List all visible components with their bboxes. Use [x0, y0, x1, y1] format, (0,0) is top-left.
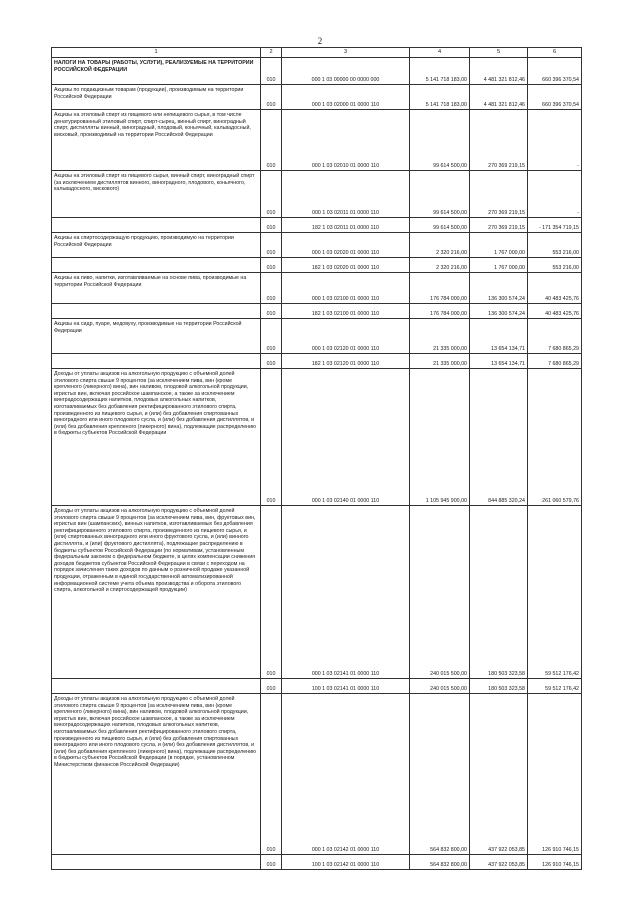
row-approved-amount: 1 105 945 900,00 [410, 369, 470, 506]
row-remaining-amount: 261 060 579,76 [528, 369, 582, 506]
row-line-code: 010 [261, 319, 282, 354]
row-description: Акцизы на спиртосодержащую продукцию, производимую на территории Российской Федерации [52, 233, 261, 258]
row-approved-amount: 5 141 718 183,00 [410, 85, 470, 110]
row-budget-code: 100 1 03 02142 01 0000 110 [282, 855, 410, 870]
row-executed-amount: 844 885 320,24 [470, 369, 528, 506]
table-row [52, 304, 582, 319]
table-row [52, 506, 582, 679]
header-cell: 3 [282, 48, 410, 58]
row-remaining-amount: - [528, 171, 582, 218]
table-row [52, 369, 582, 506]
row-budget-code: 000 1 03 02000 01 0000 110 [282, 85, 410, 110]
row-description: Акцизы на этиловый спирт из пищевого сырья, винный спирт, виноградный спирт (за исключением дистиллятов винного, виноградного, плодового, коньячного, кальвадосного, вискового) [52, 171, 261, 218]
row-line-code: 010 [261, 679, 282, 694]
row-remaining-amount: - [528, 110, 582, 171]
row-budget-code: 000 1 03 02020 01 0000 110 [282, 233, 410, 258]
row-approved-amount: 2 320 216,00 [410, 233, 470, 258]
row-line-code: 010 [261, 58, 282, 85]
row-line-code: 010 [261, 218, 282, 233]
row-line-code: 010 [261, 85, 282, 110]
row-approved-amount: 564 832 800,00 [410, 694, 470, 855]
table-row [52, 679, 582, 694]
row-executed-amount: 270 369 219,15 [470, 171, 528, 218]
table-row [52, 110, 582, 171]
row-remaining-amount: 553 216,00 [528, 258, 582, 273]
row-description: НАЛОГИ НА ТОВАРЫ (РАБОТЫ, УСЛУГИ), РЕАЛИЗУЕМЫЕ НА ТЕРРИТОРИИ РОССИЙСКОЙ ФЕДЕРАЦИИ [52, 58, 261, 85]
row-approved-amount: 21 335 000,00 [410, 354, 470, 369]
row-approved-amount: 5 141 718 183,00 [410, 58, 470, 85]
row-budget-code: 100 1 03 02141 01 0000 110 [282, 679, 410, 694]
row-executed-amount: 13 654 134,71 [470, 354, 528, 369]
row-executed-amount: 270 369 219,15 [470, 218, 528, 233]
row-description: Доходы от уплаты акцизов на алкогольную продукцию с объемной долей этилового спирта свыше 9 процентов (за исключением пива, вин (кроме крепленого (ликерного) вина), вин наливом, плодовой алкогольной продукции, игристых вин, включая российское шампанское, а также за исключением винградосодержащих напитков, плодовых алкогольных напитков, изготавливаемых без добавления ректифицированного этилового спирта, произведенного из пищевого сырья, и (или) без добавления спиртованных виноградного или иного плодового сусла, и (или) без добавления дистиллятов, и (или) без добавления крепленого (ликерного) вина), подлежащие распределению в бюджеты субъектов Российской Федерации [52, 369, 261, 506]
row-budget-code: 000 1 03 02140 01 0000 110 [282, 369, 410, 506]
row-line-code: 010 [261, 694, 282, 855]
header-row [52, 48, 582, 58]
row-budget-code: 000 1 03 02010 01 0000 110 [282, 110, 410, 171]
row-executed-amount: 1 767 000,00 [470, 258, 528, 273]
row-approved-amount: 21 335 000,00 [410, 319, 470, 354]
row-remaining-amount: 553 216,00 [528, 233, 582, 258]
row-budget-code: 000 1 03 02141 01 0000 110 [282, 506, 410, 679]
row-description: Доходы от уплаты акцизов на алкогольную продукцию с объемной долей этилового спирта свыше 9 процентов (за исключением пива, вин, фруктовых вин, игристых вин (шампанских), винных напитков, изготавливаемых без добавления ректифицированного этилового спирта, произведенного из пищевого сырья, и (или) спиртованных виноградного или иного фруктового сусла, и (или) винного дистиллята, и (или) фруктового дистиллята), подлежащие распределению в бюджеты субъектов Российской Федерации (по нормативам, установленным федеральным законом о федеральном бюджете, в целях компенсации снижения доходов бюджетов субъектов Российской Федерации в связи с переходом на порядок зачисления таких доходов по данным о розничной продаже указанной продукции, отраженным в единой государственной автоматизированной информационной системе учета объема производства и оборота этилового спирта, алкогольной и спиртосодержащей продукции) [52, 506, 261, 679]
table-row [52, 694, 582, 855]
row-remaining-amount: 7 680 865,29 [528, 354, 582, 369]
row-executed-amount: 136 300 574,24 [470, 273, 528, 304]
row-budget-code: 000 1 03 00000 00 0000 000 [282, 58, 410, 85]
table-row [52, 319, 582, 354]
row-line-code: 010 [261, 233, 282, 258]
row-description: Доходы от уплаты акцизов на алкогольную продукцию с объемной долей этилового спирта свыше 9 процентов (за исключением пива, вин (кроме крепленого (ликерного) вина), вин наливом, плодовой алкогольной продукции, игристых вин, включая российское шампанское, а также за исключением виноградосодержащих напитков, плодовых алкогольных напитков, изготавливаемых без добавления ректифицированного этилового спирта, произведенного из пищевого сырья, и (или) без добавления спиртованных виноградного или иного плодового сусла, и (или) без добавления дистиллятов, и (или) без добавления крепленого (ликерного) вина), подлежащие распределению в бюджеты субъектов Российской Федерации (в порядке, установленном Министерством финансов Российской Федерации) [52, 694, 261, 855]
row-description: Акцизы по подакцизным товарам (продукции), производимым на территории Российской Федерации [52, 85, 261, 110]
row-approved-amount: 2 320 216,00 [410, 258, 470, 273]
row-description [52, 679, 261, 694]
row-remaining-amount: 126 910 746,15 [528, 855, 582, 870]
row-approved-amount: 176 784 000,00 [410, 273, 470, 304]
row-approved-amount: 99 614 500,00 [410, 171, 470, 218]
row-remaining-amount: 126 910 746,15 [528, 694, 582, 855]
table-row [52, 855, 582, 870]
row-remaining-amount: 59 512 176,42 [528, 506, 582, 679]
row-line-code: 010 [261, 506, 282, 679]
table-row [52, 85, 582, 110]
row-executed-amount: 136 300 574,24 [470, 304, 528, 319]
row-description: Акцизы на этиловый спирт из пищевого или непищевого сырья, в том числе денатурированный этиловый спирт, спирт-сырец, винный спирт, виноградный спирт, дистилляты винный, виноградный, плодовый, коньячный, кальвадосный, висковый, производимый на территории Российской Федерации [52, 110, 261, 171]
row-remaining-amount: - 171 354 719,15 [528, 218, 582, 233]
table-row [52, 58, 582, 85]
row-approved-amount: 99 614 500,00 [410, 110, 470, 171]
row-budget-code: 182 1 03 02120 01 0000 110 [282, 354, 410, 369]
table-row [52, 218, 582, 233]
row-executed-amount: 180 503 323,58 [470, 506, 528, 679]
row-executed-amount: 1 767 000,00 [470, 233, 528, 258]
row-budget-code: 182 1 03 02020 01 0000 110 [282, 258, 410, 273]
row-budget-code: 000 1 03 02100 01 0000 110 [282, 273, 410, 304]
row-remaining-amount: 59 512 176,42 [528, 679, 582, 694]
row-line-code: 010 [261, 855, 282, 870]
row-budget-code: 182 1 03 02100 01 0000 110 [282, 304, 410, 319]
row-budget-code: 000 1 03 02011 01 0000 110 [282, 171, 410, 218]
header-cell: 1 [52, 48, 261, 58]
row-description [52, 218, 261, 233]
row-remaining-amount: 40 483 425,76 [528, 273, 582, 304]
table-row [52, 233, 582, 258]
header-cell: 4 [410, 48, 470, 58]
row-line-code: 010 [261, 258, 282, 273]
row-budget-code: 000 1 03 02120 01 0000 110 [282, 319, 410, 354]
row-executed-amount: 437 922 053,85 [470, 694, 528, 855]
row-line-code: 010 [261, 354, 282, 369]
page-number: 2 [317, 36, 323, 46]
row-executed-amount: 270 369 219,15 [470, 110, 528, 171]
row-executed-amount: 13 654 134,71 [470, 319, 528, 354]
row-line-code: 010 [261, 273, 282, 304]
row-executed-amount: 437 922 053,85 [470, 855, 528, 870]
row-executed-amount: 4 481 321 812,46 [470, 58, 528, 85]
row-description: Акцизы на пиво, напитки, изготавливаемые на основе пива, производимые на территории Российской Федерации [52, 273, 261, 304]
row-approved-amount: 176 784 000,00 [410, 304, 470, 319]
row-remaining-amount: 7 680 865,29 [528, 319, 582, 354]
header-cell: 6 [528, 48, 582, 58]
row-executed-amount: 180 503 323,58 [470, 679, 528, 694]
row-line-code: 010 [261, 110, 282, 171]
row-remaining-amount: 40 483 425,76 [528, 304, 582, 319]
row-description: Акцизы на сидр, пуаре, медовуху, производимые на территории Российской Федерации [52, 319, 261, 354]
row-line-code: 010 [261, 304, 282, 319]
row-approved-amount: 240 015 500,00 [410, 679, 470, 694]
row-approved-amount: 99 614 500,00 [410, 218, 470, 233]
header-cell: 2 [261, 48, 282, 58]
row-executed-amount: 4 481 321 812,46 [470, 85, 528, 110]
row-description [52, 354, 261, 369]
row-remaining-amount: 660 396 370,54 [528, 58, 582, 85]
row-remaining-amount: 660 396 370,54 [528, 85, 582, 110]
row-approved-amount: 564 832 800,00 [410, 855, 470, 870]
row-description [52, 304, 261, 319]
revenue-table [51, 47, 582, 870]
row-line-code: 010 [261, 171, 282, 218]
row-approved-amount: 240 015 500,00 [410, 506, 470, 679]
row-line-code: 010 [261, 369, 282, 506]
row-budget-code: 000 1 03 02142 01 0000 110 [282, 694, 410, 855]
table-row [52, 258, 582, 273]
row-description [52, 855, 261, 870]
table-row [52, 354, 582, 369]
table-row [52, 171, 582, 218]
row-description [52, 258, 261, 273]
header-cell: 5 [470, 48, 528, 58]
table-row [52, 273, 582, 304]
row-budget-code: 182 1 03 02011 01 0000 110 [282, 218, 410, 233]
